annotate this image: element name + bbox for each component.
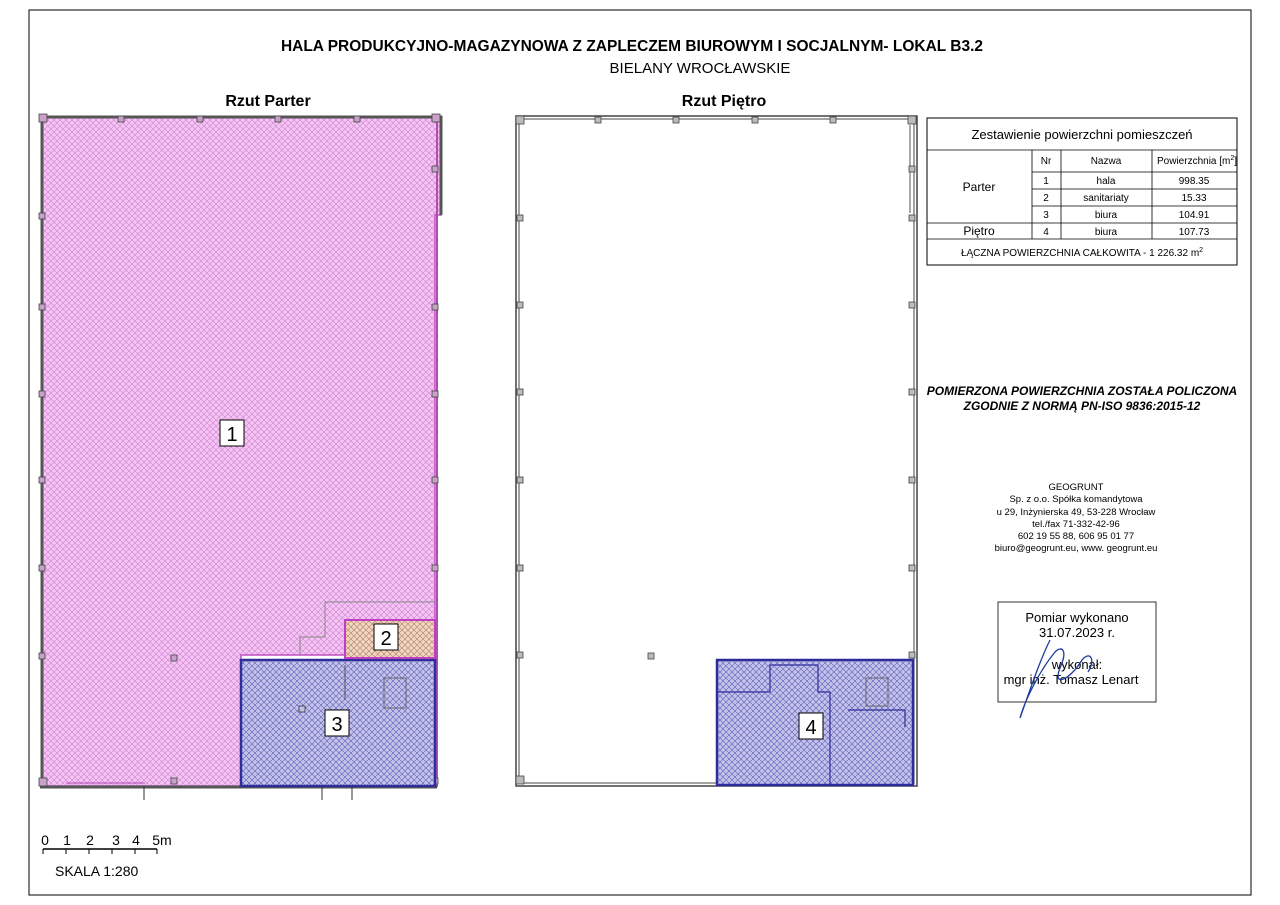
- area-table-title: Zestawienie powierzchni pomieszczeń: [971, 127, 1193, 142]
- company-block: [995, 482, 1158, 554]
- scale-tick-0: 0: [41, 832, 49, 848]
- scale-tick-4: 4: [132, 832, 140, 848]
- stamp-line-1: Pomiar wykonano: [1025, 610, 1129, 625]
- measurement-stamp: [998, 602, 1156, 718]
- scale-tick-2: 2: [86, 832, 94, 848]
- stamp-line-2: 31.07.2023 r.: [1039, 625, 1115, 640]
- area-table-total: ŁĄCZNA POWIERZCHNIA CAŁKOWITA - 1 226.32 $m^2$: [960, 247, 1204, 259]
- scale-tick-5: 5m: [152, 832, 172, 848]
- ground-floor-label: Rzut Parter: [225, 93, 311, 110]
- room-3-number: 3: [331, 714, 343, 736]
- area-table-header-name: Nazwa: [1090, 156, 1122, 167]
- company-line-4: 602 19 55 88, 606 95 01 77: [1017, 531, 1135, 542]
- scale-label: SKALA 1:280: [55, 863, 139, 879]
- page-title: HALA PRODUKCYJNO-MAGAZYNOWA Z ZAPLECZEM BIUROWYM I SOCJALNYM- LOKAL B3.2: [280, 38, 984, 55]
- company-name: GEOGRUNT: [1048, 482, 1104, 493]
- table-row-2-nr: 2: [1043, 193, 1049, 204]
- norm-note-line-1: POMIERZONA POWIERZCHNIA ZOSTAŁA POLICZONA: [926, 384, 1238, 398]
- area-table-group-ground: Parter: [962, 180, 996, 194]
- table-row-2-name: sanitariaty: [1083, 193, 1129, 204]
- table-row-4-area: 107.73: [1178, 227, 1210, 238]
- table-row-4-nr: 4: [1043, 227, 1049, 238]
- scale-tick-3: 3: [112, 832, 120, 848]
- area-table: [927, 118, 1237, 265]
- scale-tick-1: 1: [63, 832, 71, 848]
- table-row-1-area: 998.35: [1178, 176, 1210, 187]
- table-row-1-name: hala: [1096, 176, 1116, 187]
- area-table-header-area: Powierzchnia $[m^2]$: [1157, 155, 1238, 167]
- company-line-2: u 29, Inżynierska 49, 53-228 Wrocław: [996, 507, 1156, 518]
- first-floor-plan: [516, 93, 917, 786]
- table-row-2-area: 15.33: [1181, 193, 1207, 204]
- stamp-line-3: wykonał:: [1051, 657, 1103, 672]
- table-row-3-area: 104.91: [1178, 210, 1210, 221]
- table-row-3-name: biura: [1094, 210, 1118, 221]
- ground-floor-plan: [39, 93, 441, 800]
- table-row-3-nr: 3: [1043, 210, 1049, 221]
- company-line-3: tel./fax 71-332-42-96: [1032, 519, 1120, 530]
- stamp-line-4: mgr inż. Tomasz Lenart: [1003, 672, 1139, 687]
- column-room-3: [299, 706, 305, 712]
- scale-bar: [41, 832, 172, 879]
- first-floor-label: Rzut Piętro: [681, 93, 767, 110]
- room-2-number: 2: [380, 628, 392, 650]
- norm-note-line-2: ZGODNIE Z NORMĄ PN-ISO 9836:2015-12: [963, 399, 1201, 413]
- room-4-number: 4: [805, 717, 817, 739]
- area-table-group-first: Piętro: [963, 224, 995, 238]
- company-line-1: Sp. z o.o. Spółka komandytowa: [1009, 494, 1143, 505]
- table-row-4-name: biura: [1094, 227, 1118, 238]
- page-subtitle: BIELANY WROCŁAWSKIE: [609, 60, 791, 77]
- room-1-number: 1: [226, 424, 238, 446]
- company-line-5: biuro@geogrunt.eu, www. geogrunt.eu: [994, 543, 1158, 554]
- table-row-1-nr: 1: [1043, 176, 1049, 187]
- area-table-header-nr: Nr: [1040, 156, 1052, 167]
